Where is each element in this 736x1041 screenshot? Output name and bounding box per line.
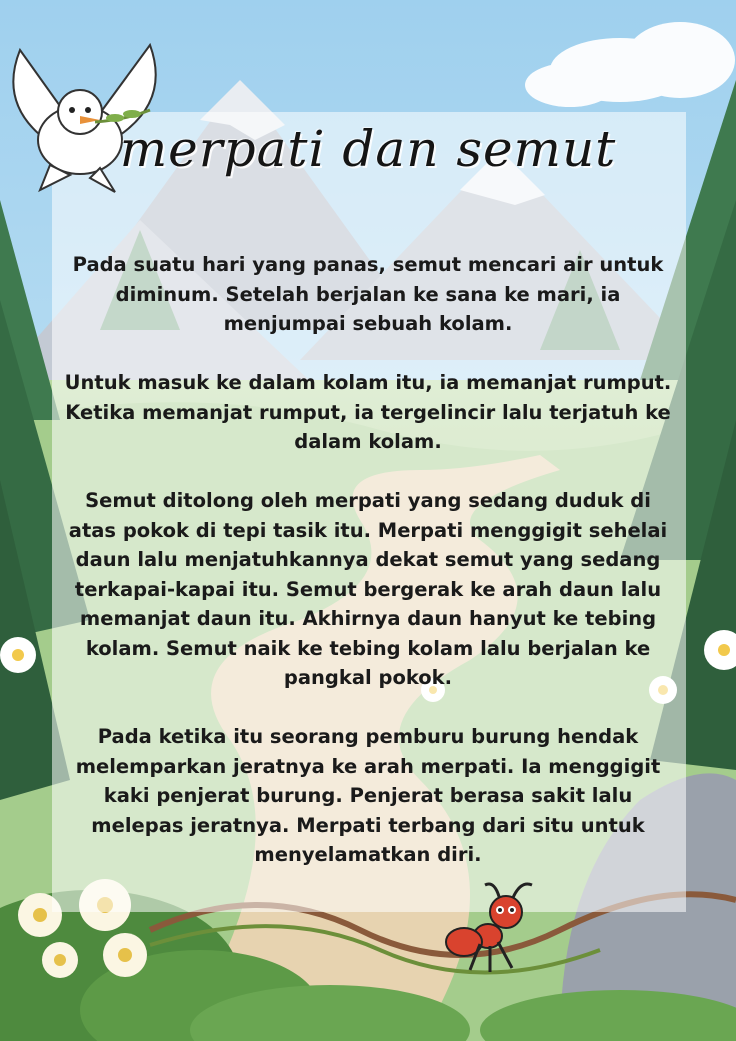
paragraph: Pada ketika itu seorang pemburu burung hendak melemparkan jeratnya ke arah merpati. Ia menggigit kaki penjerat burung. Penjerat berasa sakit lalu melepas jeratnya. Merpati terbang dari situ untuk menyelamatkan diri. [75, 725, 661, 866]
paragraph: Untuk masuk ke dalam kolam itu, ia memanjat rumput. Ketika memanjat rumput, ia tergelincir lalu terjatuh ke dalam kolam. [64, 371, 672, 453]
paragraph: Pada suatu hari yang panas, semut mencari air untuk diminum. Setelah berjalan ke sana ke mari, ia menjumpai sebuah kolam. [72, 253, 664, 335]
paragraph: Semut ditolong oleh merpati yang sedang duduk di atas pokok di tepi tasik itu. Merpati menggigit sehelai daun lalu menjatuhkannya dekat semut yang sedang terkapai-kapai itu. Semut bergerak ke arah daun lalu memanjat daun itu. Akhirnya daun hanyut ke tebing kolam. Semut naik ke tebing kolam lalu berjalan ke pangkal pokok. [68, 489, 668, 689]
ant-icon [440, 880, 550, 980]
story-body [60, 250, 676, 870]
story-title: merpati dan semut [119, 120, 617, 178]
